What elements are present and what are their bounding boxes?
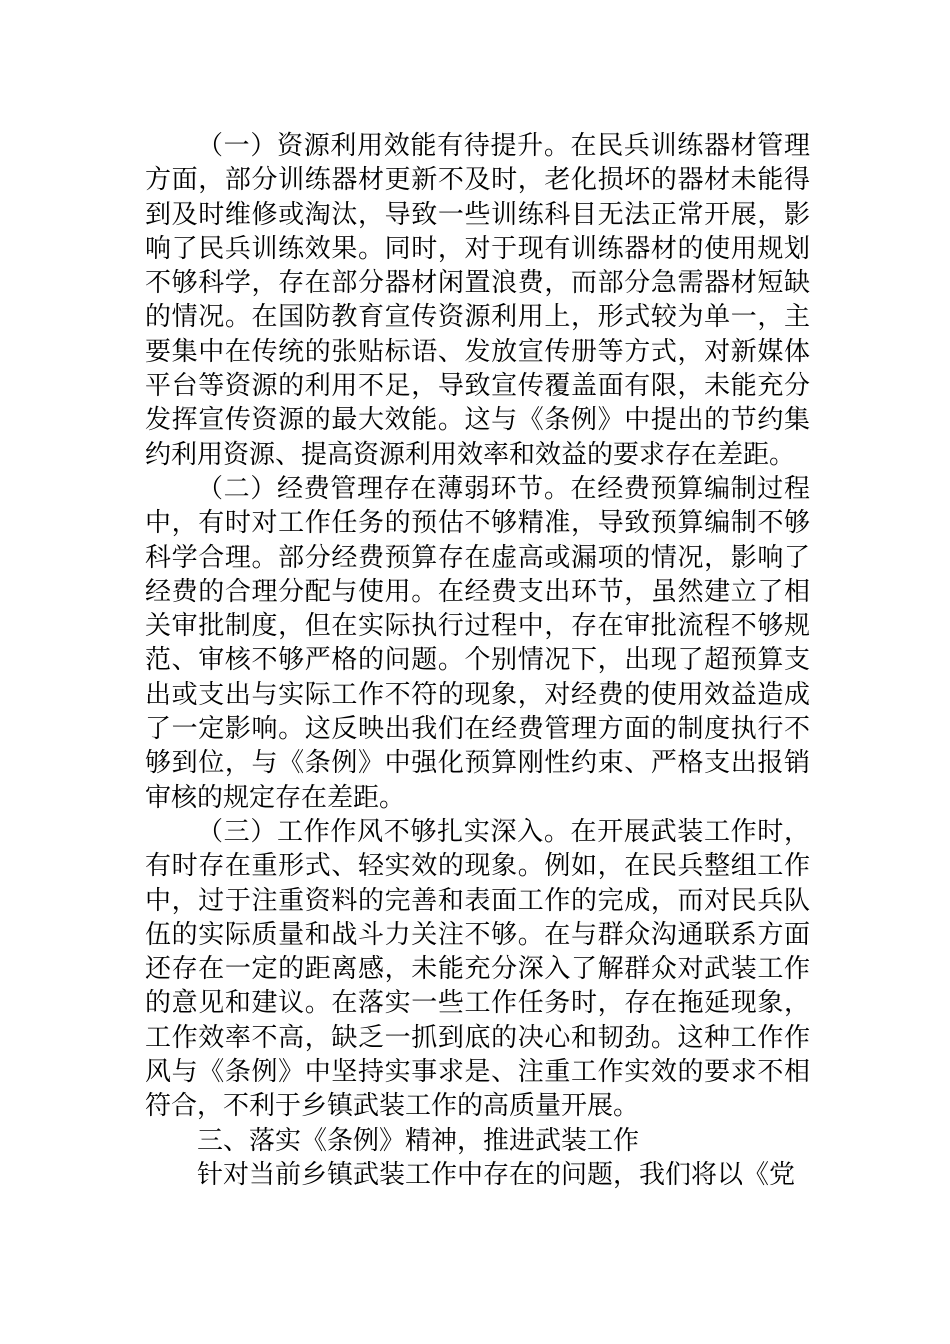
document-body [145, 129, 810, 1192]
paragraph-fund-management: （二）经费管理存在薄弱环节。在经费预算编制过程中，有时对工作任务的预估不够精准，导致预算编制不够科学合理。部分经费预算存在虚高或漏项的情况，影响了经费的合理分配与使用。在经费支出环节，虽然建立了相关审批制度，但在实际执行过程中，存在审批流程不够规范、审核不够严格的问题。个别情况下，出现了超预算支出或支出与实际工作不符的现象，对经费的使用效益造成了一定影响。这反映出我们在经费管理方面的制度执行不够到位，与《条例》中强化预算刚性约束、严格支出报销审核的规定存在差距。 [145, 473, 810, 813]
paragraph-resource-utilization: （一）资源利用效能有待提升。在民兵训练器材管理方面，部分训练器材更新不及时，老化损坏的器材未能得到及时维修或淘汰，导致一些训练科目无法正常开展，影响了民兵训练效果。同时，对于现有训练器材的使用规划不够科学，存在部分器材闲置浪费，而部分急需器材短缺的情况。在国防教育宣传资源利用上，形式较为单一，主要集中在传统的张贴标语、发放宣传册等方式，对新媒体平台等资源的利用不足，导致宣传覆盖面有限，未能充分发挥宣传资源的最大效能。这与《条例》中提出的节约集约利用资源、提高资源利用效率和效益的要求存在差距。 [145, 131, 810, 470]
paragraph-closing: 针对当前乡镇武装工作中存在的问题，我们将以《党 [197, 1159, 796, 1190]
paragraph-work-style: （三）工作作风不够扎实深入。在开展武装工作时，有时存在重形式、轻实效的现象。例如，在民兵整组工作中，过于注重资料的完善和表面工作的完成，而对民兵队伍的实际质量和战斗力关注不够。在与群众沟通联系方面还存在一定的距离感，未能充分深入了解群众对武装工作的意见和建议。在落实一些工作任务时，存在拖延现象，工作效率不高，缺乏一抓到底的决心和韧劲。这种工作作风与《条例》中坚持实事求是、注重工作实效的要求不相符合，不利于乡镇武装工作的高质量开展。 [145, 816, 810, 1122]
section-heading: 三、落实《条例》精神，推进武装工作 [197, 1125, 640, 1156]
